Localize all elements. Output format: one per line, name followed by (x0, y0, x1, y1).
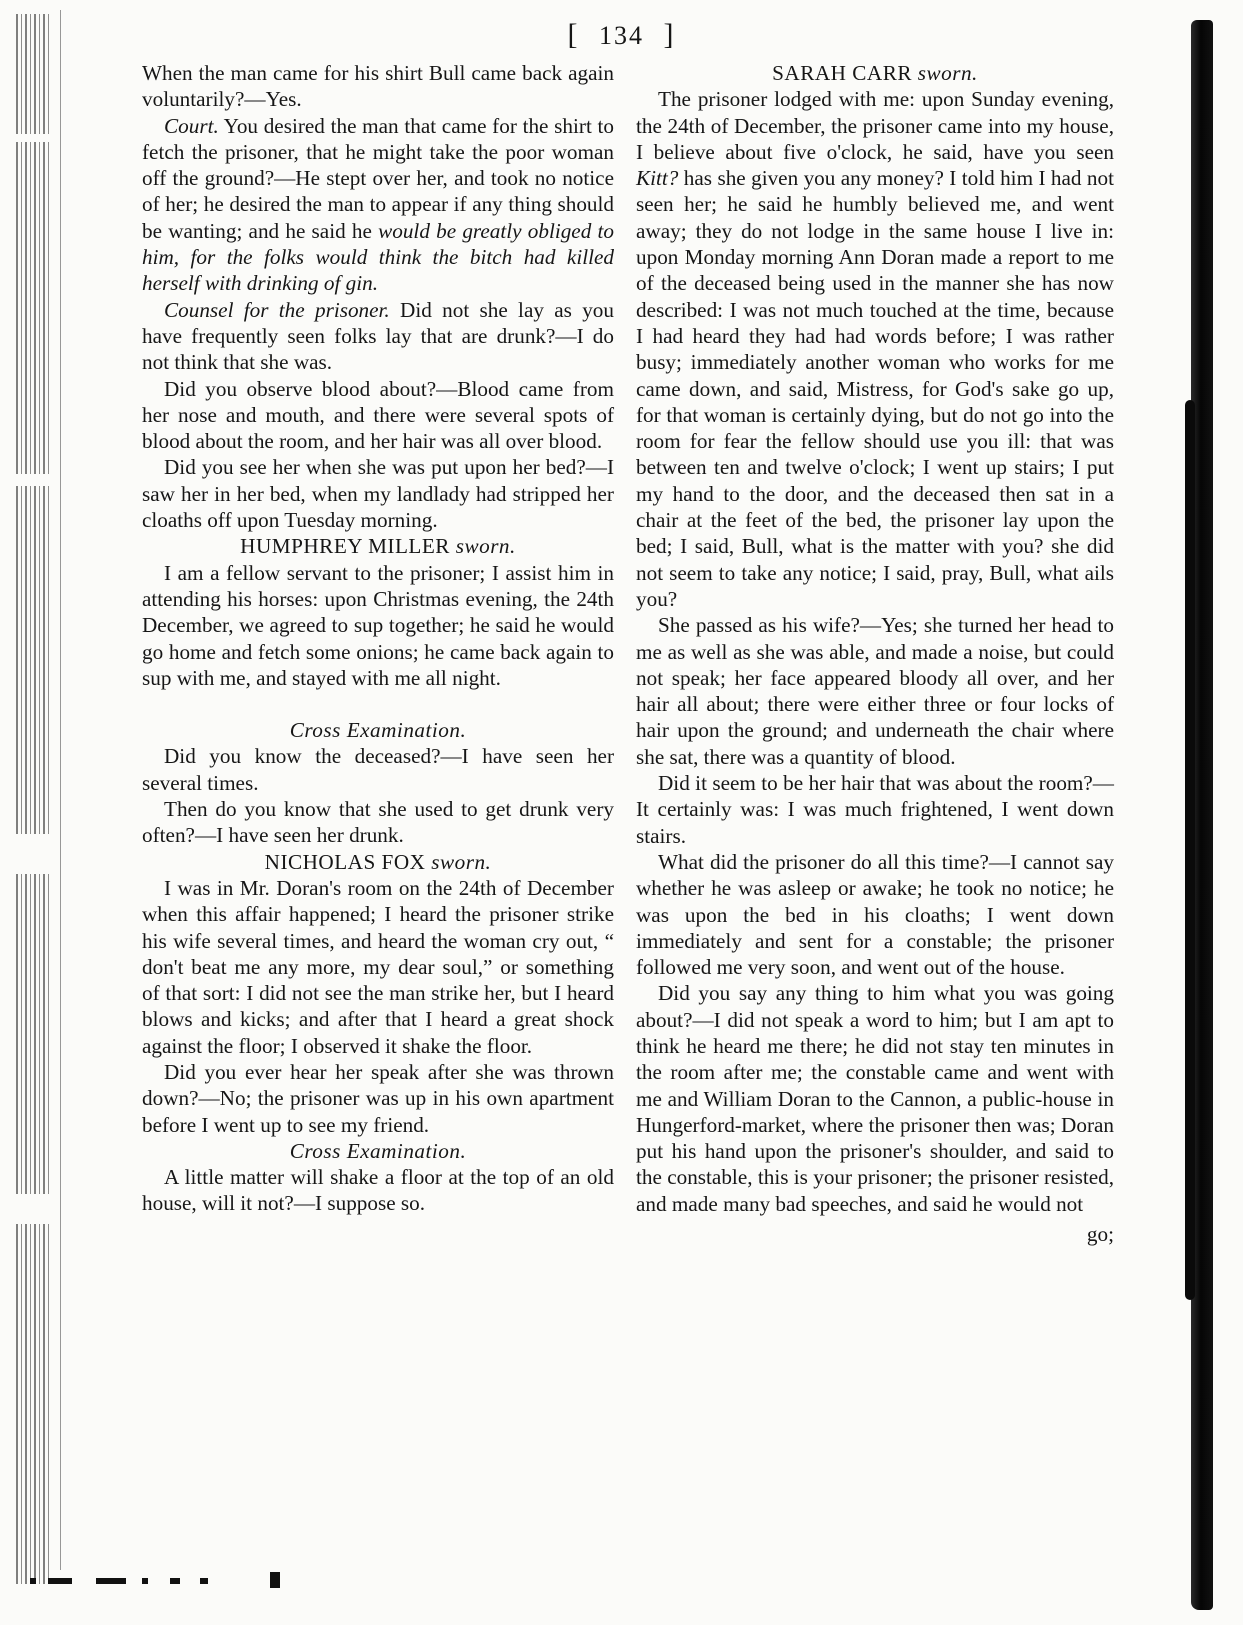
paragraph (142, 113, 614, 297)
catchword: go; (1086, 1222, 1114, 1247)
paragraph-text: has she given you any money? I told him I had not seen her; he said he humbly believed me, and went away; they do not lodge in the same house I live in: upon Monday morning Ann Doran made a report to me of the deceased being used in the manner she has now described: I was not much touched at the time, because I had heard they had had words before; I was rather busy; immediately another woman who works for me came down, and said, Mistress, for God's sake go up, for that woman is certainly dying, but do not go into the room for fear the fellow should use you ill: that was between ten and twelve o'clock; I went up stairs; I put my hand to the door, and the deceased then sat in a chair at the feet of the bed, the prisoner lay upon the bed; I said, Bull, what is the matter with you? she did not seem to take any notice; I said, pray, Bull, what ails you? (636, 166, 1114, 611)
paragraph: Did it seem to be her hair that was about the room?—It certainly was: I was much frightened, I went down stairs. (636, 771, 1114, 848)
cross-examination-heading: Cross Examination. (289, 718, 467, 743)
witness-heading (142, 849, 614, 875)
paragraph: Then do you know that she used to get drunk very often?—I have seen her drunk. (142, 797, 614, 848)
paragraph: Did you see her when she was put upon her bed?—I saw her in her bed, when my landlady had stripped her cloaths off upon Tuesday morning. (142, 455, 614, 533)
spacer (142, 691, 614, 717)
paragraph: Did you say any thing to him what you was going about?—I did not speak a word to him; but I am apt to think he heard me there; he did not stay ten minutes in the room after me; the constable came and went with me and William Doran to the Cannon, a public-house in Hungerford-market, where the prisoner then was; Doran put his hand upon the prisoner's shoulder, and said to the constable, this is your prisoner; the prisoner resisted, and made many bad speeches, and said he would not (636, 981, 1114, 1216)
witness-name: NICHOLAS FOX (264, 849, 426, 874)
paragraph: She passed as his wife?—Yes; she turned her head to me as well as she was able, and made a noise, but could not speak; her face appeared bloody all over, and her hair all about; there were either three or four locks of hair upon the ground; and underneath the chair where she sat, there was a quantity of blood. (636, 613, 1114, 769)
paragraph (636, 86, 1114, 612)
speaker-label: Counsel for the prisoner. (164, 297, 390, 322)
paragraph: Did you know the deceased?—I have seen her several times. (142, 744, 614, 795)
paragraph: What did the prisoner do all this time?—I cannot say whether he was asleep or awake; he took no notice; he was upon the bed in his cloaths; I went down immediately and sent for a constable; the prisoner followed me very soon, and went out of the house. (636, 849, 1114, 980)
scan-binding-edge-left (16, 14, 50, 1584)
bracket-close: ] (663, 18, 676, 51)
bracket-open: [ (567, 18, 580, 51)
paragraph-italic-text: would be greatly obliged to him, for the folks would think the bitch had killed herself with drinking of gin. (142, 218, 614, 296)
scan-binding-edge-right (1191, 20, 1213, 1610)
page-number: 134 (599, 21, 644, 50)
witness-name: SARAH CARR (772, 61, 912, 85)
page-fold-line (60, 10, 61, 1570)
paragraph: When the man came for his shirt Bull came back again voluntarily?—Yes. (142, 61, 614, 112)
page-header (0, 18, 1243, 52)
paragraph-text: You desired the man that came for the shirt to fetch the prisoner, that he might take the poor woman off the ground?—He stept over her, and took no notice of her; he desired the man to appear if any thing should be wanting; and he said he (142, 113, 614, 243)
left-column (142, 60, 614, 1217)
paragraph-text: The prisoner lodged with me: upon Sunday evening, the 24th of December, the prisoner came into my house, I believe about five o'clock, he said, have you seen (636, 87, 1114, 164)
sworn-label: sworn. (455, 534, 516, 559)
paragraph: Did you ever hear her speak after she was thrown down?—No; the prisoner was up in his own apartment before I went up to see my friend. (142, 1059, 614, 1137)
sworn-label: sworn. (431, 849, 492, 874)
paragraph (142, 297, 614, 376)
paragraph: I was in Mr. Doran's room on the 24th of December when this affair happened; I heard the prisoner strike his wife several times, and heard the woman cry out, “ don't beat me any more, my dear soul,” or something of that sort: I did not see the man strike her, but I heard blows and kicks; and after that I heard a great shock against the floor; I observed it shake the floor. (142, 875, 614, 1058)
paragraph: A little matter will shake a floor at the top of an old house, will it not?—I suppose so. (142, 1165, 614, 1216)
right-column (636, 60, 1114, 1247)
cross-examination-heading: Cross Examination. (289, 1138, 467, 1163)
witness-heading (636, 60, 1114, 86)
speaker-label: Court. (164, 113, 219, 138)
paragraph: I am a fellow servant to the prisoner; I assist him in attending his horses: upon Christmas evening, the 24th December, we agreed to sup together; he said he would go home and fetch some onions; he came back again to sup with me, and stayed with me all night. (142, 560, 614, 690)
paragraph-text: Did not she lay as you have frequently seen folks lay that are drunk?—I do not think that she was. (142, 297, 614, 375)
paragraph: Did you observe blood about?—Blood came from her nose and mouth, and there were several spots of blood about the room, and her hair was all over blood. (142, 376, 614, 454)
sworn-label: sworn. (917, 61, 978, 85)
paragraph-italic-text: Kitt? (636, 166, 679, 191)
scan-bottom-specks (30, 1578, 330, 1588)
witness-name: HUMPHREY MILLER (240, 534, 450, 559)
witness-heading (142, 533, 614, 559)
